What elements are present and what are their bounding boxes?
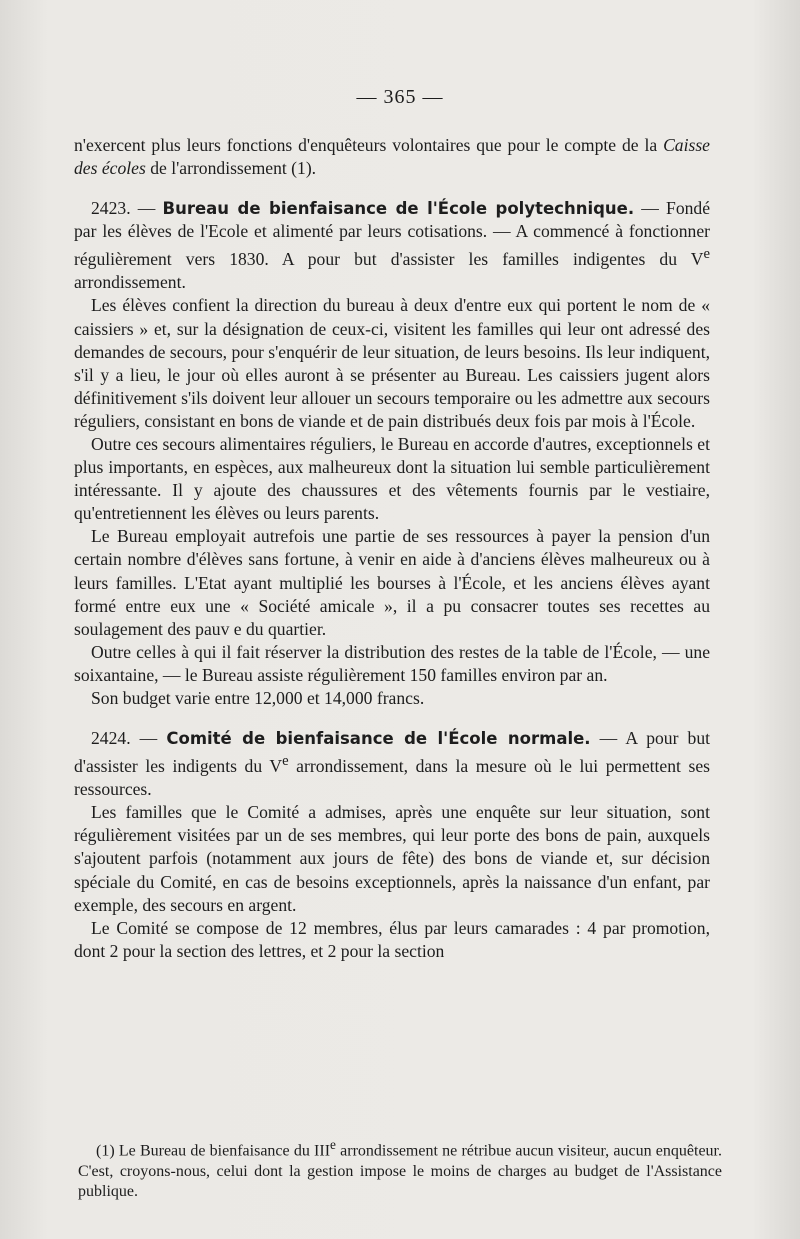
entry-lead-text: — Fondé par les élèves de l'Ecole et alimenté par leurs cotisations. — A commencé à fonctionner régulièrement vers 1830. A pour but d'assister les familles indigentes du V (74, 198, 711, 270)
paragraph: Le Comité se compose de 12 membres, élus par leurs camarades : 4 par promotion, dont 2 pour la section des lettres, et 2 pour la section (74, 917, 710, 961)
paragraph: Le Bureau employait autrefois une partie de ses ressources à payer la pension d'un certain nombre d'élèves sans fortune, à venir en aide à d'anciens élèves malheureux ou à leurs familles. L'Etat ayant multiplié les bourses à l'École, et les anciens élèves ayant formé entre eux une « Société amicale », il a pu consacrer toutes ses recettes au soulagement des pauv e du quartier. (74, 526, 710, 639)
paragraph: Les élèves confient la direction du bureau à deux d'entre eux qui portent le nom de « caissiers » et, sur la désignation de ceux-ci, visitent les familles qui leur ont adressé des demandes de secours, pour s'enquérir de leur situation, de leurs besoins. Ils leur indiquent, s'il y a lieu, le jour où elles auront à se présenter au Bureau. Les caissiers jugent alors définitivement s'ils doivent leur allouer un secours temporaire ou les admettre aux secours réguliers, consistant en bons de viande et de pain distribués deux fois par mois à l'École. (74, 295, 710, 431)
footnote-text (78, 1135, 722, 1203)
entry-heading: Bureau de bienfaisance de l'École polytechnique. (162, 199, 635, 219)
entry-dash: — (130, 728, 167, 749)
superscript: e (282, 753, 289, 770)
intro-text: n'exercent plus leurs fonctions d'enquêteurs volontaires que pour le compte de la (74, 135, 664, 155)
paragraph: Outre ces secours alimentaires réguliers, le Bureau en accorde d'autres, exceptionnels et plus importants, en espèces, aux malheureux dont la situation lui semble particulièrement intéressante. Il y ajoute des chaussures et des vêtements fournis par le vestiaire, qu'entretiennent les élèves ou leurs parents. (74, 433, 710, 524)
intro-paragraph (74, 134, 710, 180)
page-number: — 365 — (356, 86, 444, 108)
superscript: e (703, 246, 710, 263)
entry-lead-end: arrondissement, dans la mesure où le lui permettent ses ressources. (74, 756, 710, 800)
intro-text-end: de l'arrondissement (1). (145, 158, 317, 179)
entry-lead-end: arrondissement. (74, 272, 186, 293)
footnote-end: arrondissement ne rétribue aucun visiteur, aucun enquêteur. C'est, croyons-nous, celui dont la gestion impose le moins de charges au budget de l'Assistance publique. (78, 1142, 722, 1201)
caisse-des-ecoles-italic: Caisse des écoles (74, 135, 710, 179)
footnote-start: (1) Le Bureau de bienfaisance du III (96, 1142, 331, 1160)
body-text (74, 134, 710, 963)
superscript: e (330, 1137, 336, 1152)
entry-dash: — (130, 198, 163, 219)
entry-number: 2423. (91, 198, 131, 219)
footnote (78, 1135, 722, 1203)
entry-2423-lead (74, 197, 710, 294)
entry-heading: Comité de bienfaisance de l'École normale. (166, 729, 591, 749)
paragraph: Les familles que le Comité a admises, après une enquête sur leur situation, sont régulièrement visitées par un de ses membres, qui leur porte des bons de pain, auxquels s'ajoutent parfois (notamment aux jours de fête) des bons de viande et, sur décision spéciale du Comité, en cas de besoins exceptionnels, après la naissance d'un enfant, par exemple, des secours en argent. (74, 802, 710, 915)
paragraph: Outre celles à qui il fait réserver la distribution des restes de la table de l'École, — une soixantaine, — le Bureau assiste régulièrement 150 familles environ par an. (74, 641, 710, 685)
entry-2424-lead (74, 727, 710, 801)
entry-lead-text: — A pour but d'assister les indigents du V (74, 728, 711, 777)
entry-number: 2424. (91, 728, 131, 749)
paragraph: Son budget varie entre 12,000 et 14,000 francs. (91, 688, 425, 709)
